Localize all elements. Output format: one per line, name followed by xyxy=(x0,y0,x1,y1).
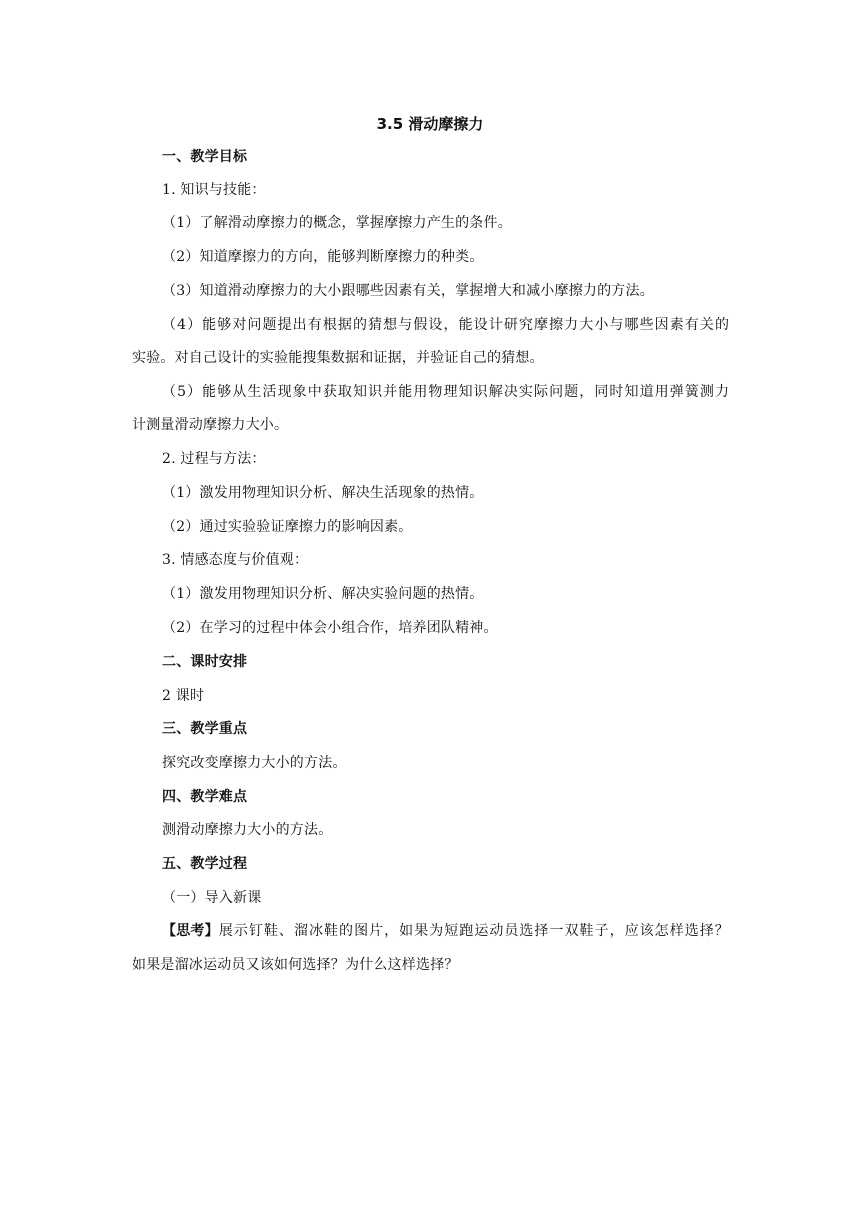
subheading-knowledge-skills: 1. 知识与技能： xyxy=(162,182,266,198)
section-heading-objectives: 一、教学目标 xyxy=(162,149,248,165)
section-heading-key-points: 三、教学重点 xyxy=(162,721,248,737)
schedule-text: 2 课时 xyxy=(162,688,205,704)
section-heading-process: 五、教学过程 xyxy=(162,856,248,872)
key-points-text: 探究改变摩擦力大小的方法。 xyxy=(162,755,347,771)
think-text: 展示钉鞋、溜冰鞋的图片，如果为短跑运动员选择一双鞋子，应该怎样选择？ xyxy=(218,923,729,939)
subheading-attitude-values: 3. 情感态度与价值观： xyxy=(162,552,309,568)
list-item-continuation: 实验。对自己设计的实验能搜集数据和证据，并验证自己的猜想。 xyxy=(132,350,544,366)
section-heading-schedule: 二、课时安排 xyxy=(162,654,248,670)
list-item: （1）激发用物理知识分析、解决实验问题的热情。 xyxy=(162,586,484,602)
list-item: （2）通过实验验证摩擦力的影响因素。 xyxy=(162,519,413,535)
list-item: （5）能够从生活现象中获取知识并能用物理知识解决实际问题，同时知道用弹簧测力 xyxy=(162,384,729,400)
think-text-continuation: 如果是溜冰运动员又该如何选择？为什么这样选择？ xyxy=(132,957,459,973)
list-item: （4）能够对问题提出有根据的猜想与假设，能设计研究摩擦力大小与哪些因素有关的 xyxy=(162,317,729,333)
difficulties-text: 测滑动摩擦力大小的方法。 xyxy=(162,822,333,838)
list-item: （3）知道滑动摩擦力的大小跟哪些因素有关，掌握增大和减小摩擦力的方法。 xyxy=(162,283,654,299)
subheading-process-methods: 2. 过程与方法： xyxy=(162,451,266,467)
subheading-introduction: （一）导入新课 xyxy=(162,890,262,906)
think-paragraph xyxy=(162,921,729,941)
list-item: （1）激发用物理知识分析、解决生活现象的热情。 xyxy=(162,485,484,501)
list-item: （1）了解滑动摩擦力的概念，掌握摩擦力产生的条件。 xyxy=(162,215,512,231)
list-item-continuation: 计测量滑动摩擦力大小。 xyxy=(132,417,289,433)
document-title: 3.5 滑动摩擦力 xyxy=(376,115,484,133)
think-tag: 【思考】 xyxy=(162,923,219,939)
list-item: （2）知道摩擦力的方向，能够判断摩擦力的种类。 xyxy=(162,249,484,265)
section-heading-difficulties: 四、教学难点 xyxy=(162,789,248,805)
list-item: （2）在学习的过程中体会小组合作，培养团队精神。 xyxy=(162,620,498,636)
